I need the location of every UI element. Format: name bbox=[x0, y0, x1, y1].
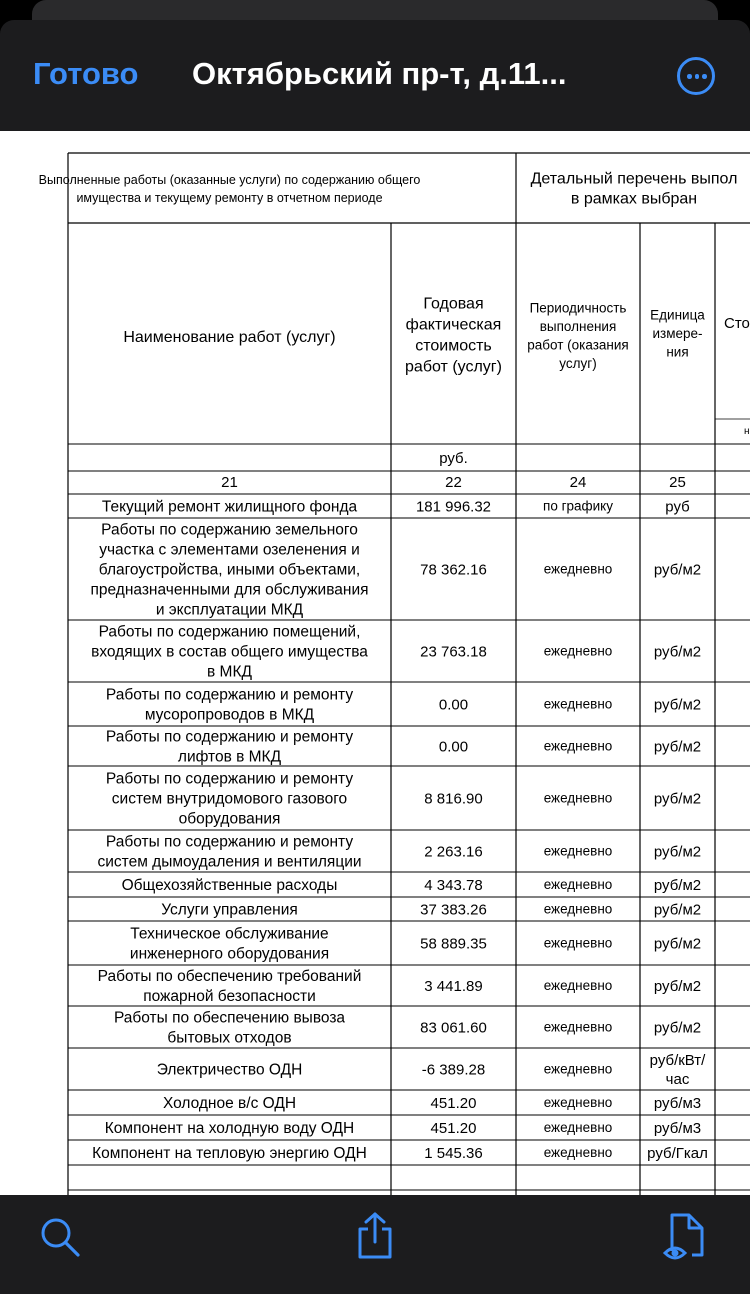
row-name: систем дымоудаления и вентиляции bbox=[97, 853, 362, 871]
col-unit-label: измере- bbox=[652, 326, 703, 342]
row-name: Работы по содержанию земельного bbox=[101, 521, 358, 539]
row-unit: час bbox=[665, 1070, 690, 1088]
col-period-label: работ (оказания bbox=[527, 337, 629, 353]
row-name: Работы по обеспечению требований bbox=[97, 968, 362, 986]
row-cost: 83 061.60 bbox=[420, 1019, 487, 1037]
header-left-text: имущества и текущему ремонту в отчетном периоде bbox=[76, 191, 383, 206]
row-name: и эксплуатации МКД bbox=[155, 601, 304, 619]
row-name: Работы по обеспечению вывоза bbox=[113, 1009, 346, 1027]
col-next-label: Сто bbox=[724, 315, 750, 332]
document-view-icon[interactable] bbox=[662, 1211, 712, 1263]
col-period-label: услуг) bbox=[559, 355, 597, 371]
navigation-bar bbox=[0, 20, 750, 132]
col-next-sub: н bbox=[744, 426, 750, 437]
row-name: Холодное в/с ОДН bbox=[162, 1095, 297, 1113]
row-unit: руб/м2 bbox=[653, 843, 702, 861]
col-unit-label: ния bbox=[666, 344, 689, 360]
row-name: благоустройства, иными объектами, bbox=[98, 561, 361, 579]
row-period: ежедневно bbox=[543, 877, 613, 892]
col-period-label: Периодичность bbox=[529, 300, 627, 316]
row-unit: руб/м2 bbox=[653, 977, 702, 995]
row-cost: 8 816.90 bbox=[424, 790, 483, 808]
row-unit: руб/м2 bbox=[653, 738, 702, 756]
row-unit: руб/Гкал bbox=[647, 1144, 708, 1162]
row-name: Техническое обслуживание bbox=[130, 925, 329, 943]
row-unit: руб/м2 bbox=[653, 935, 702, 953]
row-name: Работы по содержанию помещений, bbox=[98, 623, 361, 641]
row-unit: руб/м2 bbox=[653, 790, 702, 808]
row-name: систем внутридомового газового bbox=[111, 790, 348, 808]
row-cost: 451.20 bbox=[430, 1120, 477, 1137]
column-number: 21 bbox=[221, 474, 238, 491]
header-left-text: Выполненные работы (оказанные услуги) по содержанию общего bbox=[38, 173, 421, 188]
row-period: ежедневно bbox=[543, 843, 613, 859]
row-name: Компонент на тепловую энергию ОДН bbox=[92, 1145, 367, 1163]
col-cost-label: Годовая bbox=[423, 295, 484, 313]
row-unit: руб/м3 bbox=[653, 1094, 702, 1112]
column-number: 22 bbox=[445, 474, 462, 491]
row-period: ежедневно bbox=[543, 978, 613, 993]
col-unit-label: Единица bbox=[650, 307, 705, 323]
col-name-label: Наименование работ (услуг) bbox=[123, 329, 336, 346]
row-cost: 23 763.18 bbox=[420, 643, 487, 661]
ellipsis-circle-icon[interactable] bbox=[677, 57, 715, 95]
report-table bbox=[0, 131, 750, 1195]
row-name: Работы по содержанию и ремонту bbox=[105, 686, 354, 704]
row-name: Электричество ОДН bbox=[156, 1061, 303, 1079]
row-unit: руб/м2 bbox=[653, 1019, 702, 1037]
row-period: по графику bbox=[543, 498, 613, 514]
row-period: ежедневно bbox=[543, 1095, 613, 1110]
column-number: 24 bbox=[569, 474, 587, 491]
row-unit: руб/м3 bbox=[653, 1119, 702, 1137]
row-cost: 0.00 bbox=[438, 738, 469, 756]
header-right-text: в рамках выбран bbox=[570, 190, 698, 208]
column-number: 25 bbox=[669, 474, 686, 491]
done-button[interactable]: Готово bbox=[33, 56, 139, 91]
row-unit: руб/м2 bbox=[653, 876, 702, 894]
row-cost: 37 383.26 bbox=[420, 901, 487, 919]
col-cost-label: стоимость bbox=[415, 337, 492, 355]
row-period: ежедневно bbox=[543, 1145, 613, 1160]
row-name: Работы по содержанию и ремонту bbox=[105, 770, 354, 788]
col-cost-label: работ (услуг) bbox=[405, 358, 502, 376]
row-cost: 1 545.36 bbox=[424, 1145, 483, 1162]
row-name: Услуги управления bbox=[161, 901, 298, 919]
row-unit: руб/м2 bbox=[653, 901, 702, 919]
row-period: ежедневно bbox=[543, 1061, 613, 1077]
row-period: ежедневно bbox=[543, 696, 613, 712]
row-cost: 78 362.16 bbox=[420, 561, 487, 579]
row-name: участка с элементами озеленения и bbox=[99, 541, 360, 559]
search-icon[interactable] bbox=[38, 1215, 84, 1261]
currency-label: руб. bbox=[439, 450, 468, 467]
row-name: в МКД bbox=[207, 663, 252, 681]
row-unit: руб/кВт/ bbox=[649, 1051, 706, 1069]
row-name: входящих в состав общего имущества bbox=[91, 643, 368, 661]
row-period: ежедневно bbox=[543, 561, 613, 577]
row-name: бытовых отходов bbox=[167, 1029, 292, 1047]
document-title: Октябрьский пр-т, д.11... bbox=[192, 56, 567, 91]
background-sheet bbox=[32, 0, 718, 22]
row-cost: 2 263.16 bbox=[424, 843, 483, 861]
row-cost: 4 343.78 bbox=[424, 877, 483, 894]
row-name: Работы по содержанию и ремонту bbox=[105, 833, 354, 851]
row-name: мусоропроводов в МКД bbox=[144, 706, 315, 724]
row-cost: 451.20 bbox=[430, 1095, 477, 1112]
row-name: Текущий ремонт жилищного фонда bbox=[101, 498, 358, 516]
col-period-label: выполнения bbox=[539, 318, 617, 334]
row-name: Работы по содержанию и ремонту bbox=[105, 728, 354, 746]
row-period: ежедневно bbox=[543, 1019, 613, 1035]
document-page[interactable] bbox=[0, 131, 750, 1195]
row-period: ежедневно bbox=[543, 643, 613, 659]
row-name: Компонент на холодную воду ОДН bbox=[104, 1120, 355, 1138]
header-right-text: Детальный перечень выпол bbox=[530, 170, 738, 188]
row-unit: руб/м2 bbox=[653, 643, 702, 661]
row-unit: руб/м2 bbox=[653, 696, 702, 714]
row-name: лифтов в МКД bbox=[177, 748, 282, 766]
row-cost: 58 889.35 bbox=[420, 935, 487, 953]
row-period: ежедневно bbox=[543, 738, 613, 754]
col-cost-label: фактическая bbox=[405, 316, 502, 334]
row-name: оборудования bbox=[178, 810, 281, 828]
document-viewer bbox=[0, 20, 750, 1294]
bottom-toolbar bbox=[0, 1195, 750, 1294]
row-name: инженерного оборудования bbox=[129, 945, 330, 963]
row-unit: руб/м2 bbox=[653, 561, 702, 579]
row-period: ежедневно bbox=[543, 935, 613, 951]
row-cost: 0.00 bbox=[438, 696, 469, 714]
row-name: Общехозяйственные расходы bbox=[121, 877, 338, 895]
row-period: ежедневно bbox=[543, 901, 613, 917]
row-cost: -6 389.28 bbox=[421, 1061, 486, 1079]
row-unit: руб bbox=[665, 498, 690, 516]
row-name: пожарной безопасности bbox=[143, 988, 316, 1006]
row-period: ежедневно bbox=[543, 1120, 613, 1135]
row-period: ежедневно bbox=[543, 790, 613, 806]
row-name: предназначенными для обслуживания bbox=[90, 581, 369, 599]
row-cost: 181 996.32 bbox=[415, 498, 492, 516]
row-cost: 3 441.89 bbox=[424, 978, 483, 995]
share-icon[interactable] bbox=[354, 1211, 396, 1261]
